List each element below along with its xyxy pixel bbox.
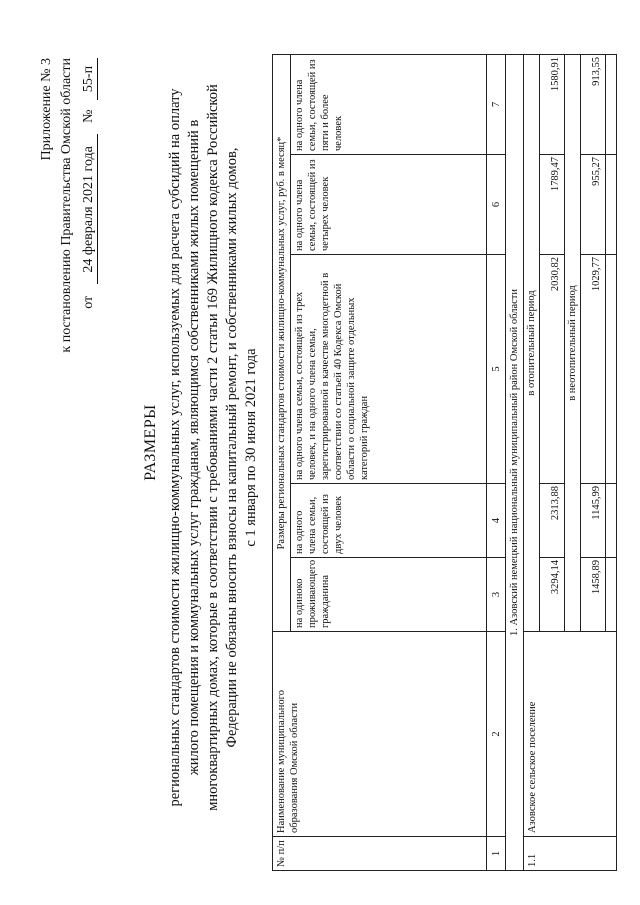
subtitle-line: многоквартирных домах, которые в соответствии с требованиями части 2 статьи 169 Жилищного кодекса Российской [205,84,221,811]
empty-cell [606,558,617,632]
district-name: 1. Азовский немецкий национальный муниципальный район Омской области [506,55,524,871]
index-cell: 2 [487,632,506,837]
index-cell: 1 [487,837,506,871]
heating-value-two: 2313,88 [540,484,565,558]
header-cell-five-persons: на одного члена семьи, состоящей из пяти и более человек [291,55,487,155]
heating-value-five: 1580,91 [540,55,565,155]
document-title: РАЗМЕРЫ [142,404,159,481]
heating-period-label: в отопительный период [524,55,540,632]
annex-label: Приложение № 3 [39,58,54,161]
heating-value-four: 1789,47 [540,155,565,255]
empty-cell [606,155,617,255]
header-cell-number: № п/п [273,837,487,871]
row-settlement-name: Азовское сельское поселение [524,632,617,837]
index-cell: 3 [487,558,506,632]
index-cell: 4 [487,484,506,558]
header-cell-municipality: Наименование муниципального образования Омской области [273,632,487,837]
header-cell-single: на одиноко проживающего гражданина [291,558,487,632]
header-cell-four-persons: на одного члена семьи, состоящей из четырех человек [291,155,487,255]
index-cell: 6 [487,155,506,255]
subtitle-line: жилого помещения и коммунальных услуг гражданам, являющимся собственниками жилых помещений в [186,119,202,776]
nonheating-period-label: в неотопительный период [565,55,581,632]
subtitle-line: Федерации не обязаны вносить взносы на капитальный ремонт, и собственниками жилых домов, [224,147,240,748]
annex-resolution-line: к постановлению Правительства Омской области [59,58,74,353]
standards-table [272,54,617,871]
empty-cell [606,55,617,155]
empty-cell [606,484,617,558]
resolution-date: 24 февраля 2021 года [81,134,98,284]
nonheating-value-three: 1029,77 [581,255,606,484]
nonheating-value-single: 1458,89 [581,558,606,632]
nonheating-value-two: 1145,99 [581,484,606,558]
from-prefix: от [81,295,96,309]
row-number: 1.1 [524,837,617,871]
subtitle-line: с 1 января по 30 июня 2021 года [243,348,259,547]
settlement-top-row [524,55,540,871]
resolution-number: 55-п [81,58,98,100]
nonheating-value-five: 913,55 [581,55,606,155]
annex-date-number-line [80,58,98,309]
district-row [506,55,524,871]
header-cell-two-persons: на одного члена семьи, состоящей из двух человек [291,484,487,558]
empty-cell [606,255,617,484]
heating-value-single: 3294,14 [540,558,565,632]
subtitle-line: региональных стандартов стоимости жилищно-коммунальных услуг, используемых для расчета субсидий на оплату [167,88,183,807]
number-prefix: № [81,109,96,123]
column-index-row [487,55,506,871]
header-cell-group: Размеры региональных стандартов стоимости жилищно-коммунальных услуг, руб. в месяц* [273,55,291,632]
header-cell-three-persons: на одного члена семьи, состоящей из трех человек, и на одного члена семьи, зарегистрированной в качестве многодетной в соответствии со статьей 40 Кодекса Омской области о социальной защите отдельных категорий граждан [291,255,487,484]
index-cell: 7 [487,55,506,155]
document-subtitle [166,60,261,835]
table-header-row [273,55,291,871]
heating-value-three: 2030,82 [540,255,565,484]
nonheating-value-four: 955,27 [581,155,606,255]
index-cell: 5 [487,255,506,484]
